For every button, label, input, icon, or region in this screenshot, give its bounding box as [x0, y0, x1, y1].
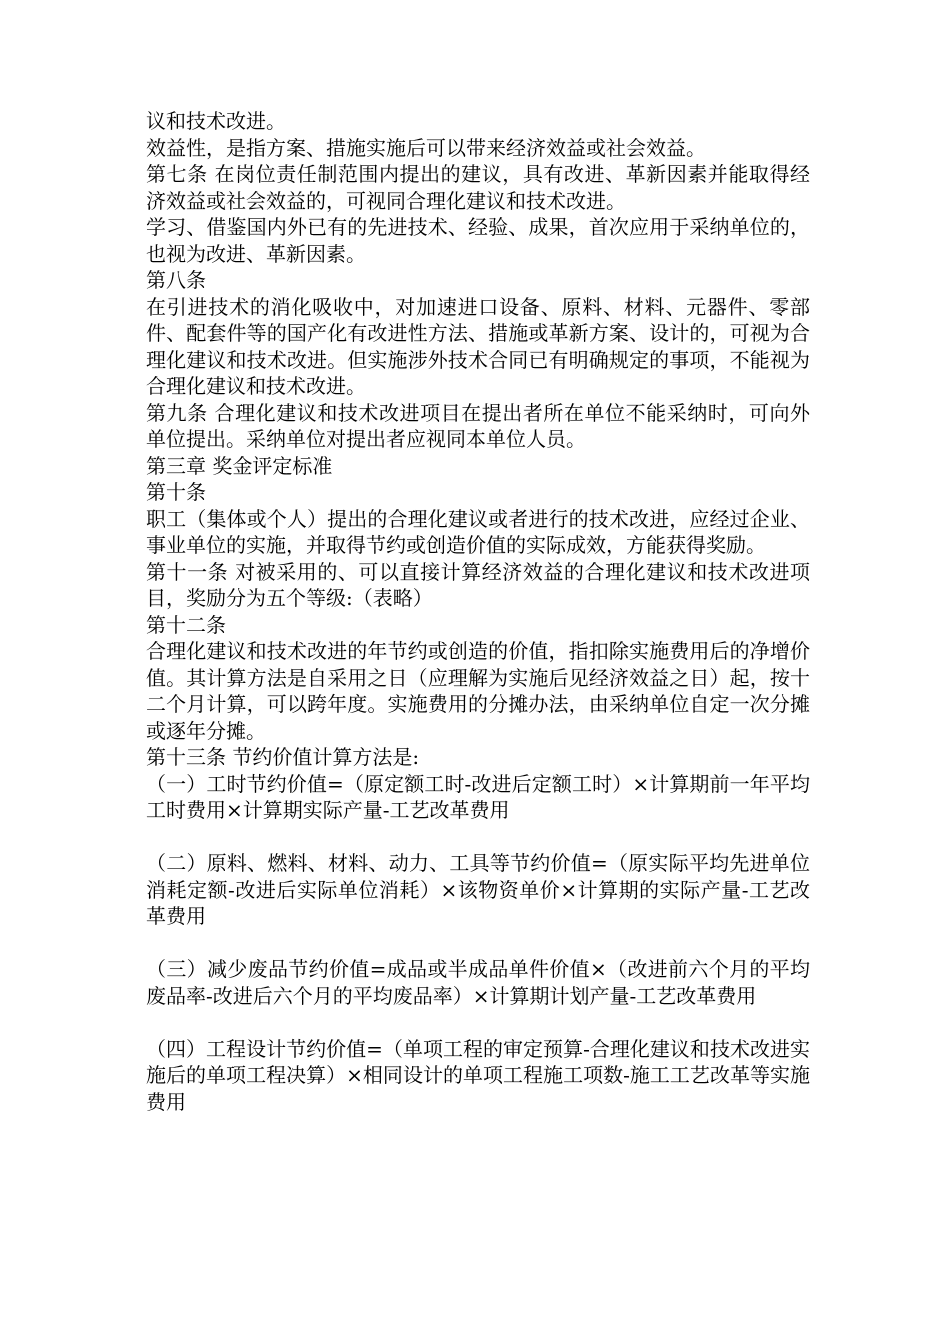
- paragraph-article-11: 第十一条 对被采用的、可以直接计算经济效益的合理化建议和技术改进项目，奖励分为五个等级:（表略）: [146, 559, 810, 610]
- paragraph-article-9: 第九条 合理化建议和技术改进项目在提出者所在单位不能采纳时，可向外单位提出。采纳单位对提出者应视同本单位人员。: [146, 400, 810, 451]
- formula-item-2: （二）原料、燃料、材料、动力、工具等节约价值=（原实际平均先进单位消耗定额-改进后实际单位消耗）×该物资单价×计算期的实际产量-工艺改革费用: [146, 851, 810, 928]
- paragraph-article-12-body: 合理化建议和技术改进的年节约或创造的价值，指扣除实施费用后的净增价值。其计算方法是自采用之日（应理解为实施后见经济效益之日）起，按十二个月计算，可以跨年度。实施费用的分摊办法，由采纳单位自定一次分摊或逐年分摊。: [146, 639, 810, 743]
- formula-item-4: （四）工程设计节约价值=（单项工程的审定预算-合理化建议和技术改进实施后的单项工程决算）×相同设计的单项工程施工项数-施工工艺改革等实施费用: [146, 1036, 810, 1114]
- heading-article-12: 第十二条: [146, 612, 226, 637]
- formula-item-1: （一）工时节约价值=（原定额工时-改进后定额工时）×计算期前一年平均工时费用×计算期实际产量-工艺改革费用: [146, 771, 810, 822]
- paragraph-benefit-definition: 效益性，是指方案、措施实施后可以带来经济效益或社会效益。: [146, 135, 706, 160]
- paragraph-learning: 学习、借鉴国内外已有的先进技术、经验、成果，首次应用于采纳单位的，也视为改进、革新因素。: [146, 215, 810, 266]
- formula-item-3: （三）减少废品节约价值=成品或半成品单件价值×（改进前六个月的平均废品率-改进后六个月的平均废品率）×计算期计划产量-工艺改革费用: [146, 957, 810, 1008]
- paragraph-article-13: 第十三条 节约价值计算方法是:: [146, 745, 420, 769]
- heading-chapter-3: 第三章 奖金评定标准: [146, 453, 333, 478]
- paragraph-article-10-body: 职工（集体或个人）提出的合理化建议或者进行的技术改进，应经过企业、事业单位的实施，并取得节约或创造价值的实际成效，方能获得奖励。: [146, 506, 810, 557]
- paragraph-continuation: 议和技术改进。: [146, 109, 286, 133]
- document-page: [146, 108, 810, 1115]
- heading-article-10: 第十条: [146, 480, 206, 504]
- paragraph-article-7: 第七条 在岗位责任制范围内提出的建议，具有改进、革新因素并能取得经济效益或社会效益的，可视同合理化建议和技术改进。: [146, 162, 810, 213]
- heading-article-8: 第八条: [146, 268, 206, 292]
- paragraph-article-8-body: 在引进技术的消化吸收中，对加速进口设备、原料、材料、元器件、零部件、配套件等的国产化有改进性方法、措施或革新方案、设计的，可视为合理化建议和技术改进。但实施涉外技术合同已有明确规定的事项，不能视为合理化建议和技术改进。: [146, 294, 810, 398]
